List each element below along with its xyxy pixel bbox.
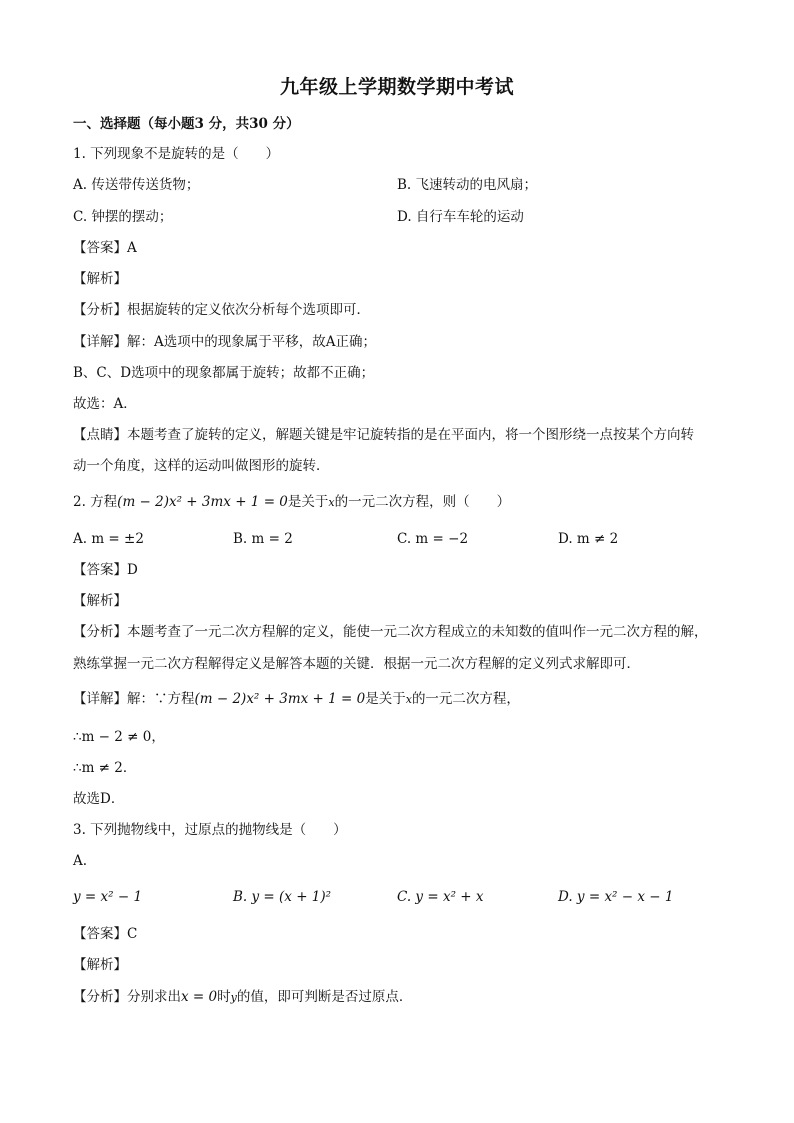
q1-xiangjie-line2: B、C、D选项中的现象都属于旋转；故都不正确； <box>73 365 375 381</box>
q2-option-b: B. m = 2 <box>233 531 293 547</box>
q2-answer: 【答案】D <box>73 562 138 578</box>
q2-xiangjie-equation: (m − 2)x² + 3mx + 1 = 0 <box>194 691 366 707</box>
q3-jiexi: 【解析】 <box>73 957 127 973</box>
question-2-stem <box>73 492 510 513</box>
q3-option-a-label: A. <box>73 853 88 869</box>
q2-jiexi: 【解析】 <box>73 593 127 609</box>
q3-fenxi-suffix: 的值，即可判断是否过原点． <box>236 989 413 1005</box>
question-3-stem: 3. 下列抛物线中，过原点的抛物线是（ ） <box>73 822 347 838</box>
q2-xiangjie-variable: x <box>405 693 412 706</box>
q3-option-d: D. y = x² − x − 1 <box>558 889 674 905</box>
q2-xiangjie-suffix: 的一元二次方程， <box>411 691 520 707</box>
q1-option-a: A. 传送带传送货物； <box>73 177 200 193</box>
q2-stem-mid: 是关于 <box>287 494 329 510</box>
section-heading: 一、选择题（每小题3 分，共30 分） <box>73 116 300 132</box>
q3-option-a: y = x² − 1 <box>73 889 143 905</box>
q3-fenxi-mid: 时 <box>217 989 231 1005</box>
q3-fenxi-equation: x = 0 <box>181 989 218 1005</box>
q2-xiangjie-mid: 是关于 <box>365 691 406 707</box>
q2-option-a: A. m = ±2 <box>73 531 144 547</box>
q2-xiangjie-prefix: 【详解】解：∵方程 <box>73 691 195 707</box>
q3-option-c: C. y = x² + x <box>397 889 484 905</box>
q2-equation: (m − 2)x² + 3mx + 1 = 0 <box>117 494 288 510</box>
q1-dianjing-line1: 【点睛】本题考查了旋转的定义，解题关键是牢记旋转指的是在平面内，将一个图形绕一点按某个方向转 <box>73 427 694 443</box>
q3-answer: 【答案】C <box>73 926 138 942</box>
q2-xiangjie <box>73 689 520 710</box>
q2-option-d: D. m ≠ 2 <box>558 531 619 547</box>
q1-option-b: B. 飞速转动的电风扇； <box>397 177 538 193</box>
q2-stem-prefix: 2. 方程 <box>73 494 118 510</box>
q3-fenxi-prefix: 【分析】分别求出 <box>73 989 181 1005</box>
q2-step-2: ∴m ≠ 2． <box>73 760 137 776</box>
q1-jiexi: 【解析】 <box>73 271 127 287</box>
q1-fenxi: 【分析】根据旋转的定义依次分析每个选项即可． <box>73 302 370 318</box>
q1-answer: 【答案】A <box>73 240 137 256</box>
q2-conclusion: 故选D． <box>73 791 125 807</box>
q1-xiangjie: 【详解】解：A选项中的现象属于平移，故A正确； <box>73 334 376 350</box>
q1-option-c: C. 钟摆的摆动； <box>73 209 173 225</box>
page-title: 九年级上学期数学期中考试 <box>279 76 514 98</box>
q2-option-c: C. m = −2 <box>397 531 469 547</box>
q2-variable: x <box>328 496 335 509</box>
q2-fenxi-line1: 【分析】本题考查了一元二次方程解的定义，能使一元二次方程成立的未知数的值叫作一元二次方程的解， <box>73 624 708 640</box>
question-1-stem: 1. 下列现象不是旋转的是（ ） <box>73 146 280 162</box>
q2-fenxi-line2: 熟练掌握一元二次方程解得定义是解答本题的关键．根据一元二次方程解的定义列式求解即可． <box>73 656 640 672</box>
q3-option-b: B. y = (x + 1)² <box>233 889 332 905</box>
q1-option-d: D. 自行车车轮的运动 <box>397 209 524 225</box>
q2-step-1: ∴m − 2 ≠ 0， <box>73 729 165 745</box>
q1-dianjing-line2: 动一个角度，这样的运动叫做图形的旋转． <box>73 458 330 474</box>
q1-conclusion: 故选：A． <box>73 396 137 412</box>
q3-fenxi <box>73 987 412 1008</box>
q3-fenxi-variable: y <box>230 991 237 1004</box>
q2-stem-suffix: 的一元二次方程，则（ ） <box>334 494 511 510</box>
